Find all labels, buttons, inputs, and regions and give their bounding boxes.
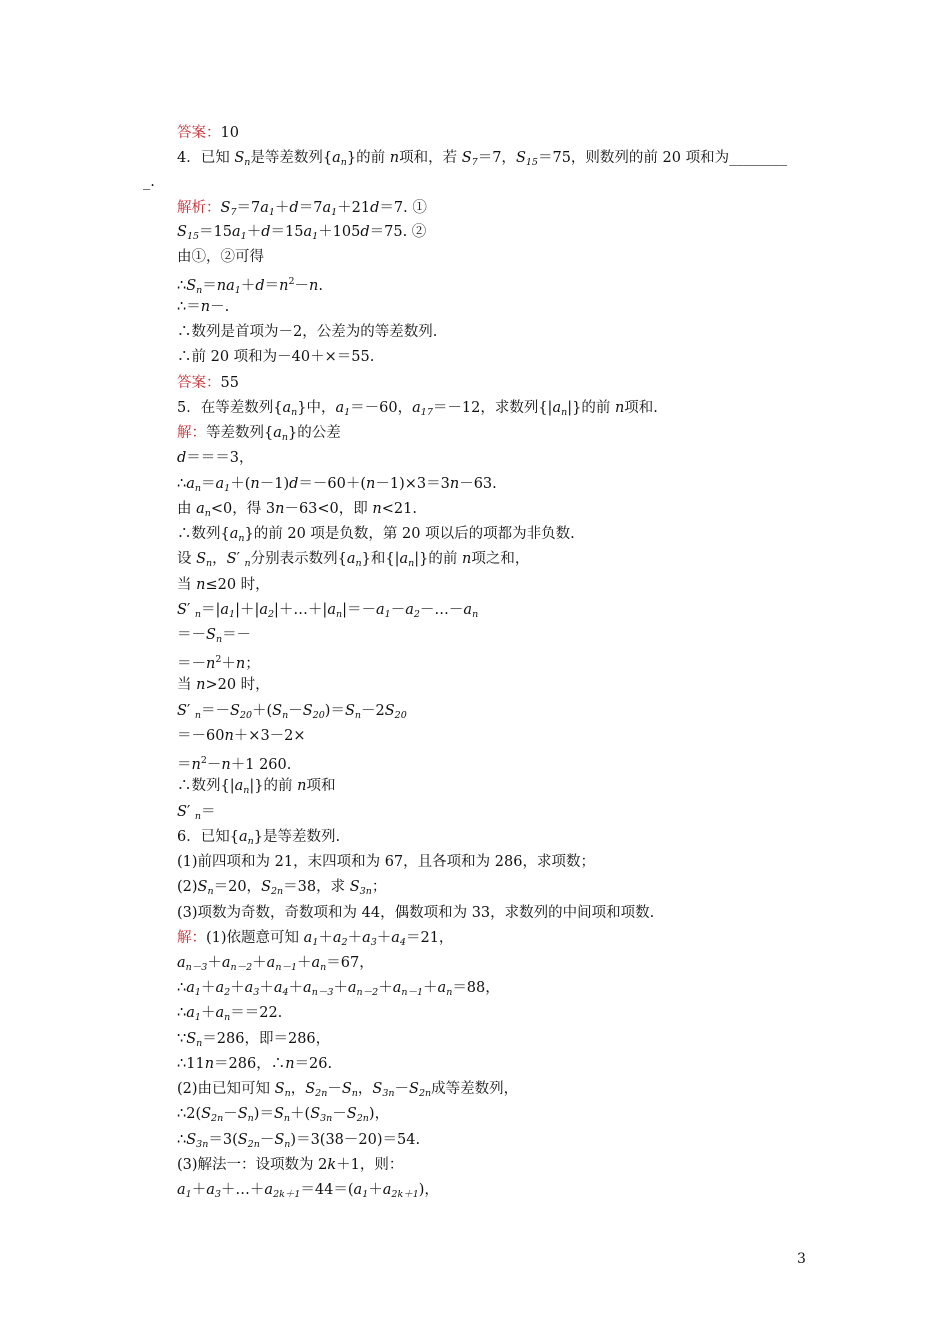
text-line [177,1155,403,1175]
text-line [177,978,500,1003]
text-line [177,575,270,595]
text-line [177,1079,518,1104]
text-line [143,172,155,192]
line-content: $\therefore S_n=na_1+d=n^2-n$. [177,276,323,296]
text-line [177,1180,439,1205]
line-content: ∴数列$\{|a_n|\}$的前 n项和 [177,778,336,796]
page-number: 3 [797,1251,806,1267]
text-line [177,297,229,317]
line-content: (1)前四项和为 21，末四项和为 67，且各项和为 286，求项数； [177,854,595,870]
line-content: 4．已知 $S_n$是等差数列$\{a_n\}$的前 n项和，若 $S_7=7$，$S_{15}=75$，则数列的前 20 项和为________ [177,150,788,168]
text-line [177,347,374,367]
answer-label: 答案： [177,375,221,391]
text-line [177,650,260,674]
text-line [177,701,407,726]
line-content: 等差数列$\{a_n\}$的公差 [206,425,341,443]
text-line [177,198,427,223]
text-line [177,448,254,468]
line-content: $\therefore S_{3n}=3(S_{2n}-S_n)=3(38-20)=54$. [177,1132,421,1150]
line-content: ∴11n＝286，∴n＝26. [177,1056,333,1072]
line-content: $a_{n-3}+a_{n-2}+a_{n-1}+a_n=67$， [177,955,374,973]
text-line [177,675,270,695]
line-content: (3)解法一：设项数为 2k＋1，则： [177,1157,404,1173]
text-line [177,1029,330,1054]
line-content: $=-n^2+n$； [177,654,260,672]
line-content: $\therefore a_1+a_2+a_3+a_4+a_{n-3}+a_{n-2}+a_{n-1}+a_n=88$， [177,980,500,998]
line-content: $a_1+a_3+\dots+a_{2k+1}=44=(a_1+a_{2k+1})$， [177,1182,439,1200]
line-content: $\therefore a_n=a_1+(n-1)d=-60+(n-1)\times 3=3n-63$. [177,476,497,494]
text-line [177,1054,332,1074]
line-content: 由①，②可得 [177,249,264,265]
line-content: S′ $_n=|a_1|+|a_2|+\dots+|a_n|=-a_1-a_2-\dots-a_n$ [177,602,479,620]
line-content: 6．已知$\{a_n\}$是等差数列. [177,829,341,847]
text-line [177,499,417,524]
line-content: ＝－60n＋×3－2× [177,728,306,744]
text-line [177,222,426,247]
text-line [177,549,529,574]
text-line [177,373,239,393]
line-content: _. [143,174,155,190]
line-content: (3)项数为奇数，奇数项和为 44，偶数项和为 33，求数列的中间项和项数. [177,905,655,921]
text-line [177,726,306,746]
answer-label: 解： [177,425,206,441]
text-line [177,1104,389,1129]
answer-label: 答案： [177,125,221,141]
line-content: 10 [220,125,239,141]
text-line [177,928,453,953]
text-line [177,802,215,827]
line-content: (2)由已知可知 $S_n$，$S_{2n}-S_n$，$S_{3n}-S_{2n}$成等差数列， [177,1081,519,1099]
line-content: 5．在等差数列$\{a_n\}$中，$a_1=-60$，$a_{17}=-12$，求数列$\{|a_n|\}$的前 n项和. [177,400,658,418]
line-content: 由 $a_n<0$，得 3n－63<0，即 n<21. [177,501,417,519]
line-content: 设 $S_n$，S′ $_n$分别表示数列$\{a_n\}$和$\{|a_n|\}$的前 n项之和， [177,551,530,569]
text-line [177,247,264,267]
text-line [177,600,478,625]
text-line [177,423,341,448]
line-content: $\therefore 2(S_{2n}-S_n)=S_n+(S_{3n}-S_{2n})$， [177,1106,390,1124]
line-content: S′ $_n$＝ [177,804,216,822]
line-content: S′ $_n=-S_{20}+(S_n-S_{20})=S_n-2S_{20}$ [177,703,407,721]
text-line [177,953,374,978]
text-line [177,398,658,423]
text-line [177,877,386,902]
text-line [177,903,654,923]
text-line [177,776,335,801]
line-content: 55 [220,375,239,391]
text-line [177,524,575,549]
text-line [177,1003,282,1028]
line-content: $\because S_n=286$，即＝286， [177,1031,331,1049]
line-content: (1)依题意可知 $a_1+a_2+a_3+a_4=21$， [206,930,454,948]
line-content: $\therefore a_1+a_n==22$. [177,1005,283,1023]
text-line [177,123,239,143]
line-content: 当 n>20 时， [177,677,270,693]
text-line [177,852,595,872]
line-content: $(2)S_n=20$，$S_{2n}=38$，求 $S_{3n}$； [177,879,387,897]
line-content: $=-S_n=-$ [177,627,252,645]
line-content: ∴前 20 项和为－40＋×＝55. [177,349,375,365]
answer-label: 解析： [177,200,221,216]
line-content: ∴数列$\{a_n\}$的前 20 项是负数，第 20 项以后的项都为非负数. [177,526,575,544]
text-line [177,148,787,173]
line-content: $S_{15}=15a_1+d=15a_1+105d=75$. ② [177,224,427,242]
line-content: $=n^2-n+1$ 260. [177,755,292,773]
answer-label: 解： [177,930,206,946]
text-line [177,625,251,650]
text-line [177,751,291,775]
line-content: ∴数列是首项为－2，公差为的等差数列. [177,324,438,340]
line-content: d＝＝＝3， [177,450,254,466]
text-line [177,1130,420,1155]
text-line [177,322,437,342]
text-line [177,827,340,852]
text-line [177,474,497,499]
line-content: $S_7=7a_1+d=7a_1+21d=7$. ① [220,200,427,218]
line-content: 当 n≤20 时， [177,577,270,593]
line-content: ∴＝n－. [177,299,230,315]
